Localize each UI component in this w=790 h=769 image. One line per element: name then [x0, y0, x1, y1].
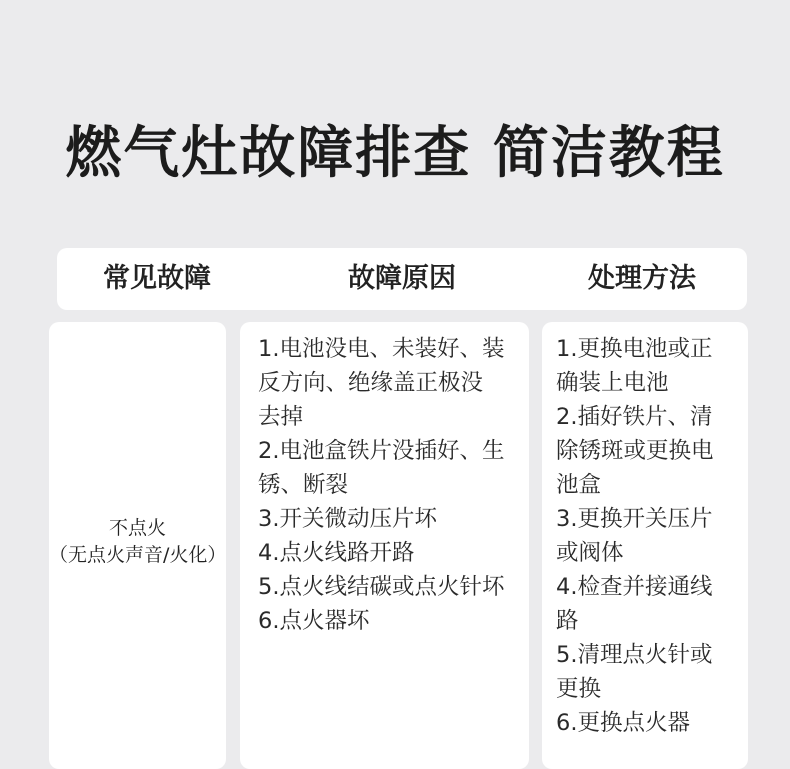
solution-line: 2.插好铁片、清 [556, 404, 713, 430]
solutions-list [556, 332, 742, 740]
cause-line: 锈、断裂 [258, 472, 349, 498]
fault-name: 不点火 [108, 517, 166, 539]
page-title: 燃气灶故障排查 简洁教程 [65, 121, 725, 186]
solution-line: 6.更换点火器 [556, 710, 690, 736]
solution-line: 3.更换开关压片 [556, 506, 713, 532]
solution-line: 或阀体 [556, 540, 624, 566]
solution-line: 1.更换电池或正 [556, 336, 713, 362]
cause-line: 5.点火线结碳或点火针坏 [258, 574, 505, 600]
fault-description [49, 515, 226, 569]
cause-line: 6.点火器坏 [258, 608, 370, 634]
solution-line: 除锈斑或更换电 [556, 438, 714, 464]
header-fault-causes: 故障原因 [348, 263, 456, 294]
cause-line: 反方向、绝缘盖正极没 [258, 370, 484, 396]
solution-line: 5.清理点火针或 [556, 642, 713, 668]
cause-line: 4.点火线路开路 [258, 540, 415, 566]
solution-line: 确装上电池 [556, 370, 669, 396]
cause-line: 去掉 [258, 404, 304, 430]
cause-line: 1.电池没电、未装好、装 [258, 336, 505, 362]
causes-card [240, 322, 529, 769]
solution-line: 更换 [556, 676, 602, 702]
causes-list [258, 332, 520, 638]
solution-line: 4.检查并接通线 [556, 574, 713, 600]
table-header [57, 248, 747, 310]
solutions-card [542, 322, 748, 769]
fault-card [49, 322, 226, 769]
solution-line: 池盒 [556, 472, 602, 498]
header-solutions: 处理方法 [588, 263, 696, 294]
cause-line: 2.电池盒铁片没插好、生 [258, 438, 505, 464]
header-common-faults: 常见故障 [103, 263, 211, 294]
cause-line: 3.开关微动压片坏 [258, 506, 437, 532]
fault-detail: （无点火声音/火化） [49, 544, 227, 566]
solution-line: 路 [556, 608, 579, 634]
